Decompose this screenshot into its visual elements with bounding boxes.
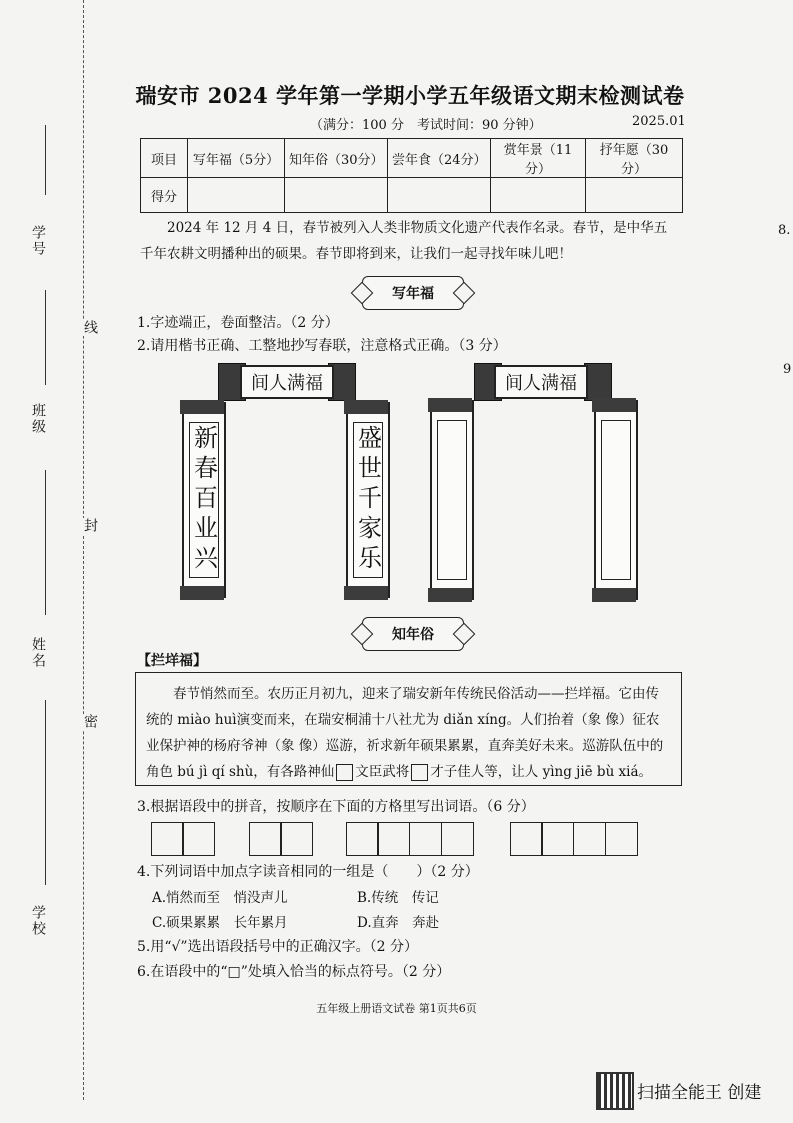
question-2: 2.请用楷书正确、工整地抄写春联，注意格式正确。（3 分）	[137, 338, 507, 354]
passage-part-1: 春节悄然而至。农历正月初九，迎来了瑞安新年传统民俗活动——拦垟福。它由传统的 miào huì演变而来，在瑞安桐浦十八社尤为 diǎn xíng。人们抬着（象 像）征农业保护神的杨府爷神（象 像）巡游，祈求新年硕果累累，直奔美好未来。巡游队伍中的角色 bú jì qí shù，有各路神仙	[146, 686, 664, 780]
left-couplet-scroll	[182, 402, 226, 598]
exam-title: 瑞安市 2024 学年第一学期小学五年级语文期末检测试卷	[135, 83, 685, 108]
section-header-xienianfu: 写年福	[362, 276, 464, 310]
qr-code-icon	[596, 1072, 634, 1110]
binding-line-dashed	[83, 0, 84, 1100]
punctuation-blank[interactable]	[411, 764, 428, 781]
score-table-cell: 项目	[141, 139, 188, 178]
option-d[interactable]: D.直奔 奔赴	[357, 915, 440, 931]
school-label: 学校	[30, 905, 46, 937]
copy-left-scroll[interactable]	[430, 400, 474, 600]
score-table	[140, 138, 683, 213]
score-input-cell[interactable]	[491, 178, 586, 213]
line-mark: 线	[82, 320, 98, 336]
question-4: 4.下列词语中加点字读音相同的一组是（ ）（2 分）	[137, 864, 479, 880]
answer-grid-3[interactable]	[347, 822, 474, 854]
banner-cap-right	[584, 363, 612, 401]
binding-line-left	[45, 700, 46, 885]
copy-right-writing-area[interactable]	[601, 420, 631, 580]
exam-date: 2025.01	[632, 114, 686, 129]
page-footer: 五年级上册语文试卷 第1页共6页	[316, 1002, 477, 1015]
score-input-cell[interactable]	[188, 178, 285, 213]
passage-part-3: 才子佳人等，让人 yìng jiē bù xiá。	[430, 764, 653, 780]
passage-box	[135, 672, 682, 786]
binding-line-left	[45, 290, 46, 385]
score-table-row	[141, 178, 683, 213]
score-table-header-row	[141, 139, 683, 178]
right-couplet-text: 盛世千家乐	[353, 422, 383, 578]
seal-mark: 封	[82, 518, 98, 534]
option-a[interactable]: A.悄然而至 悄没声儿	[152, 890, 288, 906]
copy-right-scroll[interactable]	[594, 400, 638, 600]
left-couplet-text: 新春百业兴	[189, 422, 219, 578]
right-couplet-scroll	[346, 402, 390, 598]
score-table-cell: 赏年景（11分）	[491, 139, 586, 178]
name-label: 姓名	[30, 637, 46, 669]
question-3: 3.根据语段中的拼音，按顺序在下面的方格里写出词语。（6 分）	[137, 799, 535, 815]
student-id-label: 学号	[30, 225, 46, 257]
binding-line-left	[45, 125, 46, 195]
question-1: 1.字迹端正，卷面整洁。（2 分）	[137, 315, 339, 331]
score-table-cell: 写年福（5分）	[188, 139, 285, 178]
exam-subtitle: （满分：100 分 考试时间：90 分钟）	[310, 118, 542, 133]
horizontal-scroll: 间人满福	[240, 365, 334, 399]
option-c[interactable]: C.硕果累累 长年累月	[152, 915, 288, 931]
class-label: 班级	[30, 403, 46, 435]
passage-tag: 【拦垟福】	[137, 653, 207, 669]
score-table-cell: 尝年食（24分）	[388, 139, 491, 178]
edge-mark: 9	[783, 362, 792, 377]
passage-part-2: 文臣武将	[355, 764, 410, 780]
answer-grid-1[interactable]	[152, 822, 215, 854]
question-6: 6.在语段中的“□”处填入恰当的标点符号。（2 分）	[137, 964, 451, 980]
binding-line-left	[45, 470, 46, 615]
copy-horizontal-scroll: 间人满福	[494, 365, 588, 399]
punctuation-blank[interactable]	[336, 764, 353, 781]
intro-paragraph: 2024 年 12 月 4 日，春节被列入人类非物质文化遗产代表作名录。春节，是中华五千年农耕文明播种出的硕果。春节即将到来，让我们一起寻找年味儿吧！	[140, 220, 668, 262]
copy-left-writing-area[interactable]	[437, 420, 467, 580]
question-5: 5.用“√”选出语段括号中的正确汉字。（2 分）	[137, 939, 418, 955]
score-table-cell: 知年俗（30分）	[285, 139, 388, 178]
edge-mark: 8.	[778, 223, 791, 238]
scanner-watermark: 扫描全能王 创建	[637, 1083, 762, 1103]
passage-text	[146, 681, 671, 785]
score-row-label: 得分	[141, 178, 188, 213]
section-header-zhiniansu: 知年俗	[362, 617, 464, 651]
score-input-cell[interactable]	[388, 178, 491, 213]
answer-grid-4[interactable]	[511, 822, 638, 854]
secret-mark: 密	[82, 714, 98, 730]
score-table-cell: 抒年愿（30分）	[586, 139, 683, 178]
score-input-cell[interactable]	[285, 178, 388, 213]
answer-grid-2[interactable]	[250, 822, 313, 854]
score-input-cell[interactable]	[586, 178, 683, 213]
option-b[interactable]: B.传统 传记	[357, 890, 439, 906]
